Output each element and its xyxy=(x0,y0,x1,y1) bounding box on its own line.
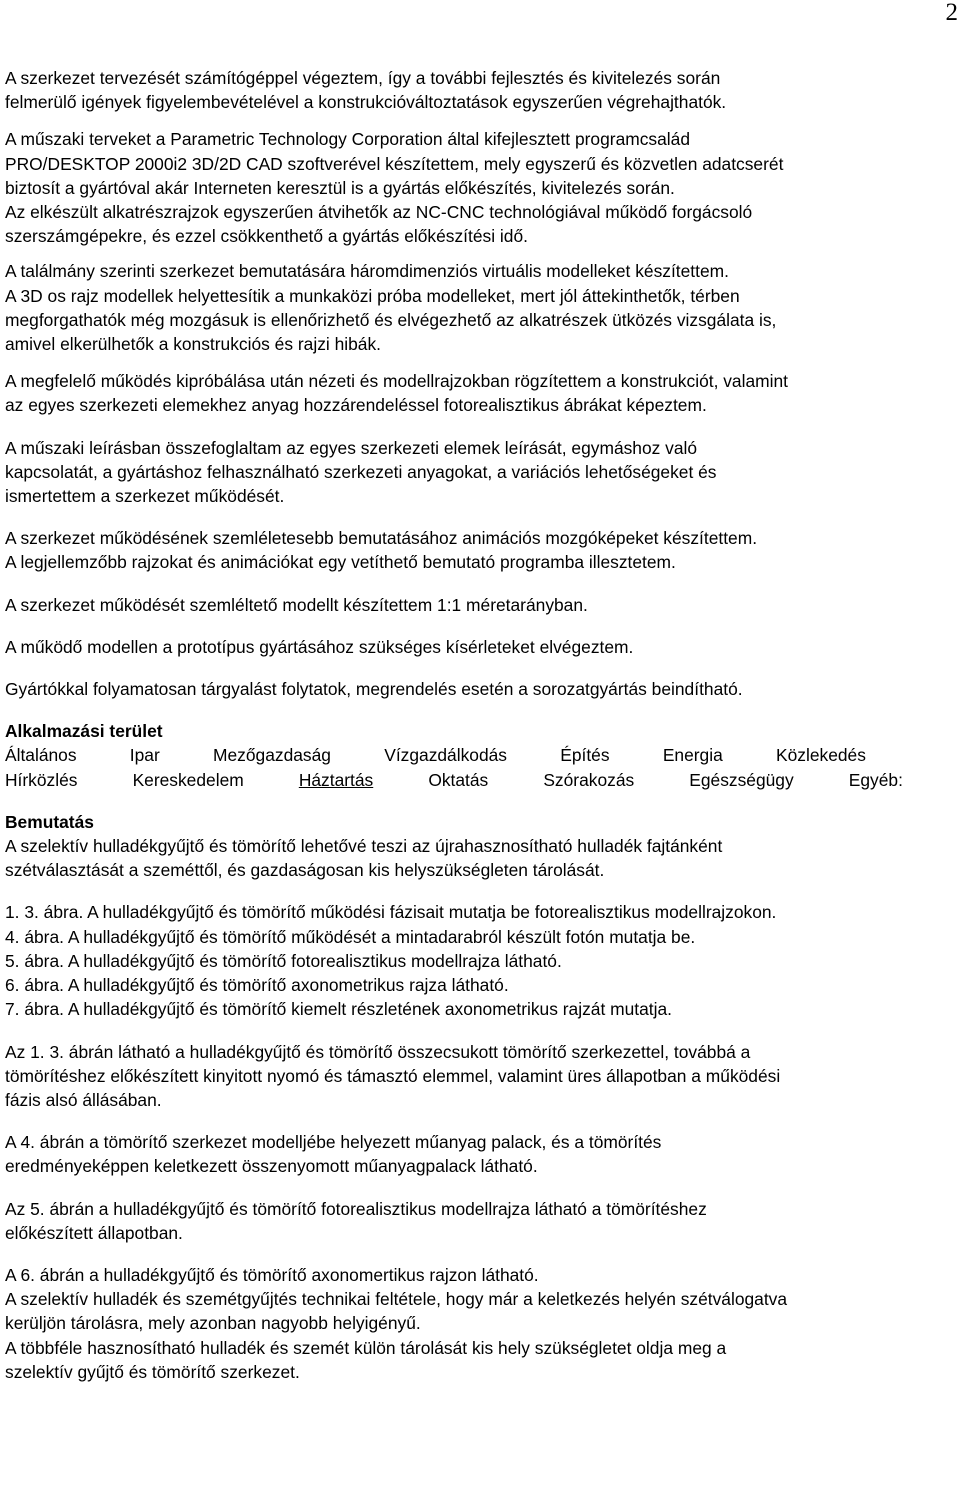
category-item: Építés xyxy=(560,745,610,766)
text-line: PRO/DESKTOP 2000i2 3D/2D CAD szoftverével készítettem, mely egyszerű és közvetlen adatcserét xyxy=(5,153,784,174)
text-line: A műszaki terveket a Parametric Technology Corporation által kifejlesztett programcsalád xyxy=(5,129,690,150)
paragraph-intro-1 xyxy=(5,66,960,114)
text-line: A 4. ábrán a tömörítő szerkezet modelljébe helyezett műanyag palack, és a tömörítés xyxy=(5,1132,662,1153)
paragraph-figures-1-3 xyxy=(5,1040,960,1113)
category-item: Szórakozás xyxy=(543,769,635,790)
text-line: megforgathatók még mozgásuk is ellenőrizhető és elvégezhető az alkatrészek ütközés vizsgálata is, xyxy=(5,309,777,330)
page-number: 2 xyxy=(945,0,958,26)
category-item: Közlekedés xyxy=(776,745,866,766)
category-item: Mezőgazdaság xyxy=(213,745,331,766)
category-item: Hírközlés xyxy=(5,769,78,790)
paragraph-intro-5 xyxy=(5,436,960,509)
text-line: A szelektív hulladék és szemétgyűjtés technikai feltétele, hogy már a keletkezés helyén szétválogatva xyxy=(5,1289,788,1310)
figure-list-item: 6. ábra. A hulladékgyűjtő és tömörítő axonometrikus rajza látható. xyxy=(5,975,509,996)
text-line: A legjellemzőbb rajzokat és animációkat egy vetíthető bemutató programba illesztetem. xyxy=(5,552,676,573)
text-line: eredményeképpen keletkezett összenyomott műanyagpalack látható. xyxy=(5,1156,538,1177)
text-line: felmerülő igények figyelembevételével a konstrukcióváltoztatások egyszerűen végrehajthatók. xyxy=(5,92,727,113)
text-line: Az 5. ábrán a hulladékgyűjtő és tömörítő fotorealisztikus modellrajza látható a tömörítéshez xyxy=(5,1198,707,1219)
text-line: biztosít a gyártóval akár Interneten keresztül is a gyártás előkészítés, kivitelezés során. xyxy=(5,177,675,198)
text-line: A 6. ábrán a hulladékgyűjtő és tömörítő axonomertikus rajzon látható. xyxy=(5,1264,539,1285)
category-item: Egészségügy xyxy=(689,769,794,790)
text-line: előkészített állapotban. xyxy=(5,1222,183,1243)
application-categories-row-2 xyxy=(5,768,903,792)
text-line: amivel elkerülhetők a konstrukciós és rajzi hibák. xyxy=(5,334,381,355)
text-line: A szerkezet tervezését számítógéppel végeztem, így a további fejlesztés és kivitelezés során xyxy=(5,68,721,88)
text-line: A műszaki leírásban összefoglaltam az egyes szerkezeti elemek leírását, egymáshoz való xyxy=(5,437,698,458)
category-item: Ipar xyxy=(129,745,160,766)
text-line: A 3D os rajz modellek helyettesítik a munkaközi próba modelleket, mert jól áttekinthetők, térben xyxy=(5,285,740,306)
presentation-title: Bemutatás xyxy=(5,811,94,832)
text-line: A találmány szerinti szerkezet bemutatására háromdimenziós virtuális modelleket készítettem. xyxy=(5,261,729,282)
text-line: szelektív gyűjtő és tömörítő szerkezet. xyxy=(5,1361,300,1382)
text-line: az egyes szerkezeti elemekhez anyag hozzárendeléssel fotorealisztikus ábrákat képeztem. xyxy=(5,395,707,416)
category-item: Energia xyxy=(662,745,723,766)
category-item: Kereskedelem xyxy=(132,769,244,790)
paragraph-figure-6 xyxy=(5,1263,960,1384)
paragraph-intro-8: A működő modellen a prototípus gyártásához szükséges kísérleteket elvégeztem. xyxy=(5,636,634,657)
presentation-section xyxy=(5,810,960,883)
figure-list-item: 1. 3. ábra. A hulladékgyűjtő és tömörítő működési fázisait mutatja be fotorealisztikus modellrajzokon. xyxy=(5,902,777,923)
text-line: A többféle hasznosítható hulladék és szemét külön tárolását kis hely szükségletet oldja meg a xyxy=(5,1337,727,1358)
text-line: szétválasztását a szeméttől, és gazdaságosan kis helyszükségleten tárolását. xyxy=(5,860,605,881)
application-title: Alkalmazási terület xyxy=(5,721,163,742)
text-line: Az 1. 3. ábrán látható a hulladékgyűjtő és tömörítő összecsukott tömörítő szerkezettel, továbbá a xyxy=(5,1041,751,1062)
paragraph-intro-7: A szerkezet működését szemléltető modellt készítettem 1:1 méretarányban. xyxy=(5,594,588,615)
text-line: szerszámgépekre, és ezzel csökkenthető a gyártás előkészítési idő. xyxy=(5,226,528,247)
text-line: ismertettem a szerkezet működését. xyxy=(5,486,285,507)
text-line: kerüljön tárolásra, mely azonban nagyobb helyigényű. xyxy=(5,1313,421,1334)
text-line: Az elkészült alkatrészrajzok egyszerűen átvihetők az NC-CNC technológiával működő forgácsoló xyxy=(5,202,753,223)
figure-list-item: 5. ábra. A hulladékgyűjtő és tömörítő fotorealisztikus modellrajza látható. xyxy=(5,950,562,971)
figure-list xyxy=(5,900,960,1021)
paragraph-figure-5 xyxy=(5,1197,960,1245)
category-item: Egyéb: xyxy=(848,769,903,790)
application-section xyxy=(5,719,960,792)
paragraph-intro-6 xyxy=(5,526,960,574)
category-item: Általános xyxy=(5,745,77,766)
figure-list-item: 7. ábra. A hulladékgyűjtő és tömörítő kiemelt részletének axonometrikus rajzát mutatja. xyxy=(5,999,672,1020)
paragraph-figure-4 xyxy=(5,1130,960,1178)
paragraph-intro-2 xyxy=(5,127,960,248)
category-item: Vízgazdálkodás xyxy=(384,745,507,766)
figure-list-item: 4. ábra. A hulladékgyűjtő és tömörítő működését a mintadarabról készült fotón mutatja be. xyxy=(5,926,696,947)
text-line: kapcsolatát, a gyártáshoz felhasználható szerkezeti anyagokat, a variációs lehetőségeket és xyxy=(5,461,717,482)
paragraph-intro-3 xyxy=(5,259,960,356)
text-line: fázis alsó állásában. xyxy=(5,1089,162,1110)
text-line: A megfelelő működés kipróbálása után nézeti és modellrajzokban rögzítettem a konstrukciót, valamint xyxy=(5,371,788,392)
document-body xyxy=(5,66,960,1384)
category-item: Oktatás xyxy=(428,769,489,790)
paragraph-intro-4 xyxy=(5,369,960,417)
category-item-selected: Háztartás xyxy=(298,769,374,790)
application-categories-row-1 xyxy=(5,743,866,767)
text-line: A szerkezet működésének szemléletesebb bemutatásához animációs mozgóképeket készítettem. xyxy=(5,528,758,549)
text-line: tömörítéshez előkészített kinyitott nyomó és támasztó elemmel, valamint üres állapotban a működési xyxy=(5,1065,781,1086)
paragraph-intro-9: Gyártókkal folyamatosan tárgyalást folytatok, megrendelés esetén a sorozatgyártás beindítható. xyxy=(5,679,743,700)
text-line: A szelektív hulladékgyűjtő és tömörítő lehetővé teszi az újrahasznosítható hulladék fajtánként xyxy=(5,836,723,857)
